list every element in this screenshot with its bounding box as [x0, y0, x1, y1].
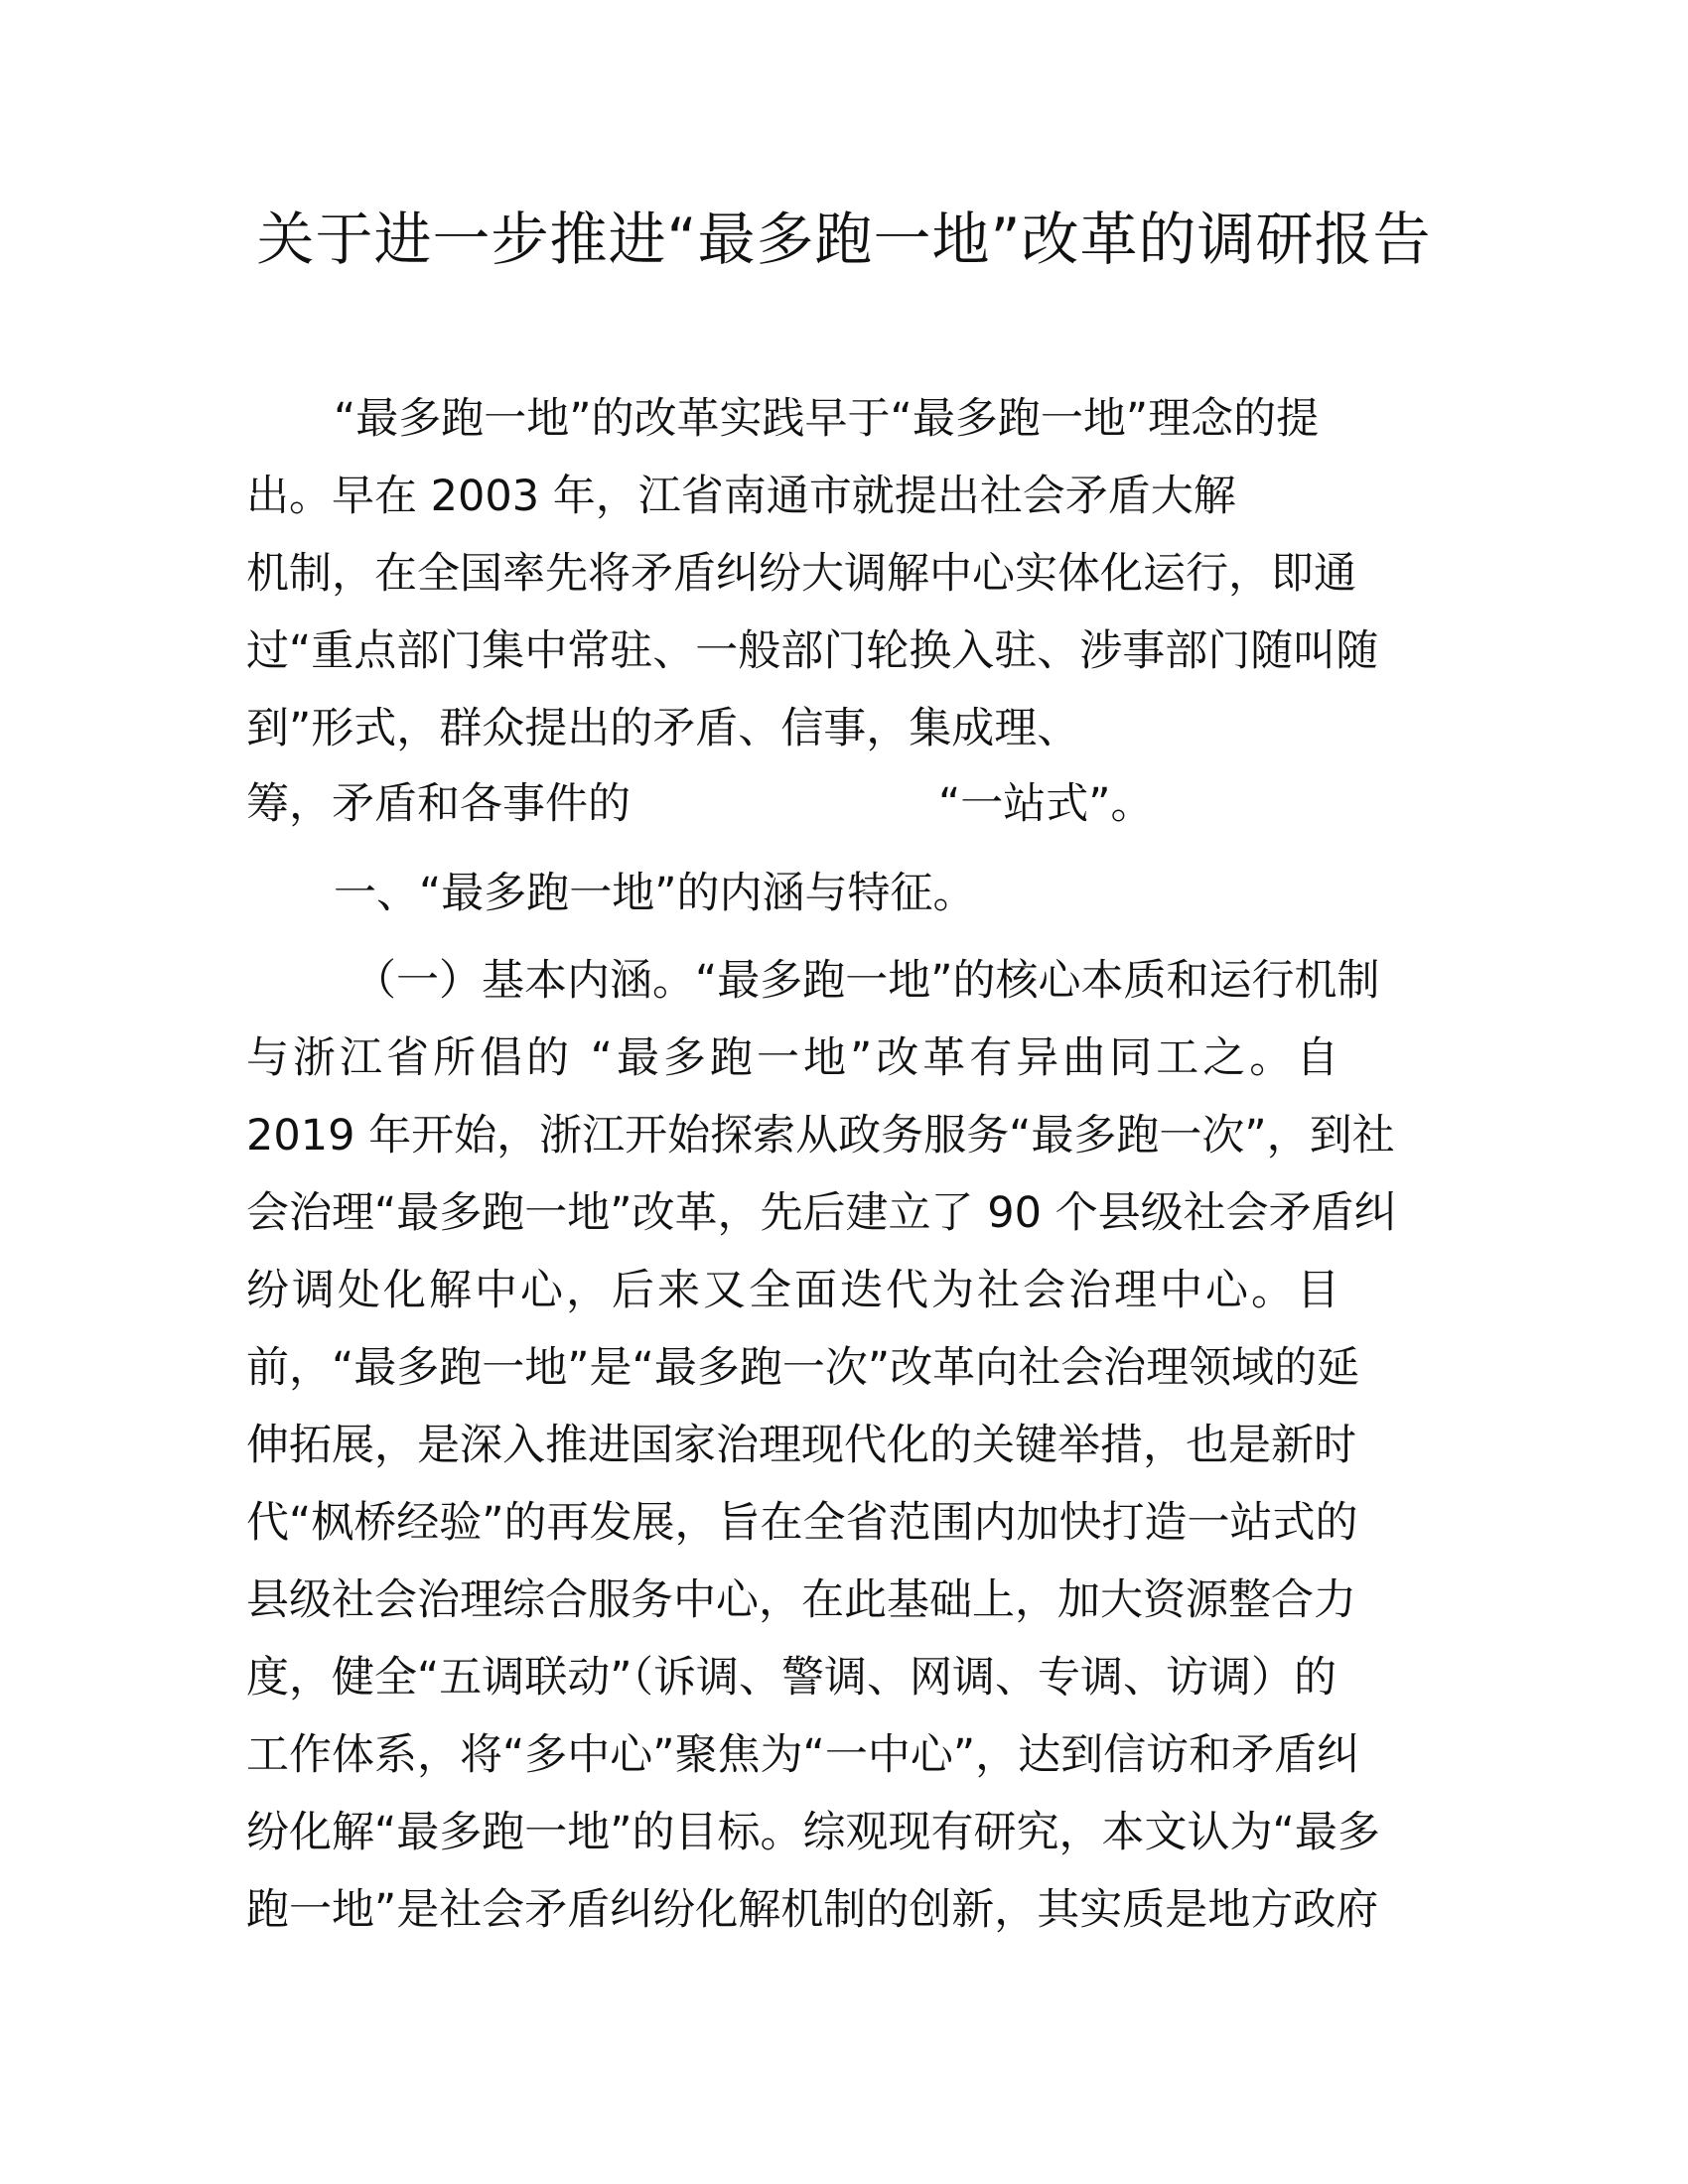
body-line-7: 伸拓展，是深入推进国家治理现代化的关键举措，也是新时 [246, 1421, 1356, 1470]
body-line-10: 度，健全“五调联动”（诉调、警调、网调、专调、访调）的 [246, 1653, 1337, 1703]
intro-line-6 [246, 774, 1154, 834]
intro-line-2: 出。早在 2003 年，江省南通市就提出社会矛盾大解 [246, 472, 1236, 521]
body-line-6: 前，“最多跑一地”是“最多跑一次”改革向社会治理领域的延 [246, 1343, 1360, 1393]
body-line-9: 县级社会治理综合服务中心，在此基础上，加大资源整合力 [246, 1575, 1356, 1625]
intro-line-3: 机制，在全国率先将矛盾纠纷大调解中心实体化运行，即通 [246, 549, 1356, 599]
document-title: 关于进一步推进“最多跑一地”改革的调研报告 [256, 205, 1432, 273]
body-line-8: 代“枫桥经验”的再发展，旨在全省范围内加快打造一站式的 [246, 1498, 1358, 1548]
body-line-1: （一）基本内涵。“最多跑一地”的核心本质和运行机制 [353, 956, 1380, 1006]
body-line-13: 跑一地”是社会矛盾纠纷化解机制的创新，其实质是地方政府 [246, 1885, 1379, 1935]
intro-line-6-start: 筹，矛盾和各事件的 [246, 779, 631, 829]
intro-line-1: “最多跑一地”的改革实践早于“最多跑一地”理念的提 [334, 394, 1320, 444]
intro-line-5: 到”形式，群众提出的矛盾、信事，集成理、 [246, 704, 1080, 753]
body-line-3: 2019 年开始，浙江开始探索从政务服务“最多跑一次”，到社 [246, 1111, 1395, 1160]
body-line-12: 纷化解“最多跑一地”的目标。综观现有研究，本文认为“最多 [246, 1808, 1380, 1857]
body-line-11: 工作体系，将“多中心”聚焦为“一中心”，达到信访和矛盾纠 [246, 1730, 1360, 1780]
body-line-2: 与浙江省所倡的 “最多跑一地”改革有异曲同工之。自 [246, 1033, 1343, 1083]
body-line-4: 会治理“最多跑一地”改革，先后建立了 90 个县级社会矛盾纠 [246, 1188, 1397, 1238]
section-heading: 一、“最多跑一地”的内涵与特征。 [334, 869, 976, 918]
body-line-5: 纷调处化解中心，后来又全面迭代为社会治理中心。目 [246, 1266, 1342, 1315]
intro-line-6-end: “一站式”。 [938, 779, 1154, 829]
intro-line-4: 过“重点部门集中常驻、一般部门轮换入驻、涉事部门随叫随 [246, 626, 1379, 676]
